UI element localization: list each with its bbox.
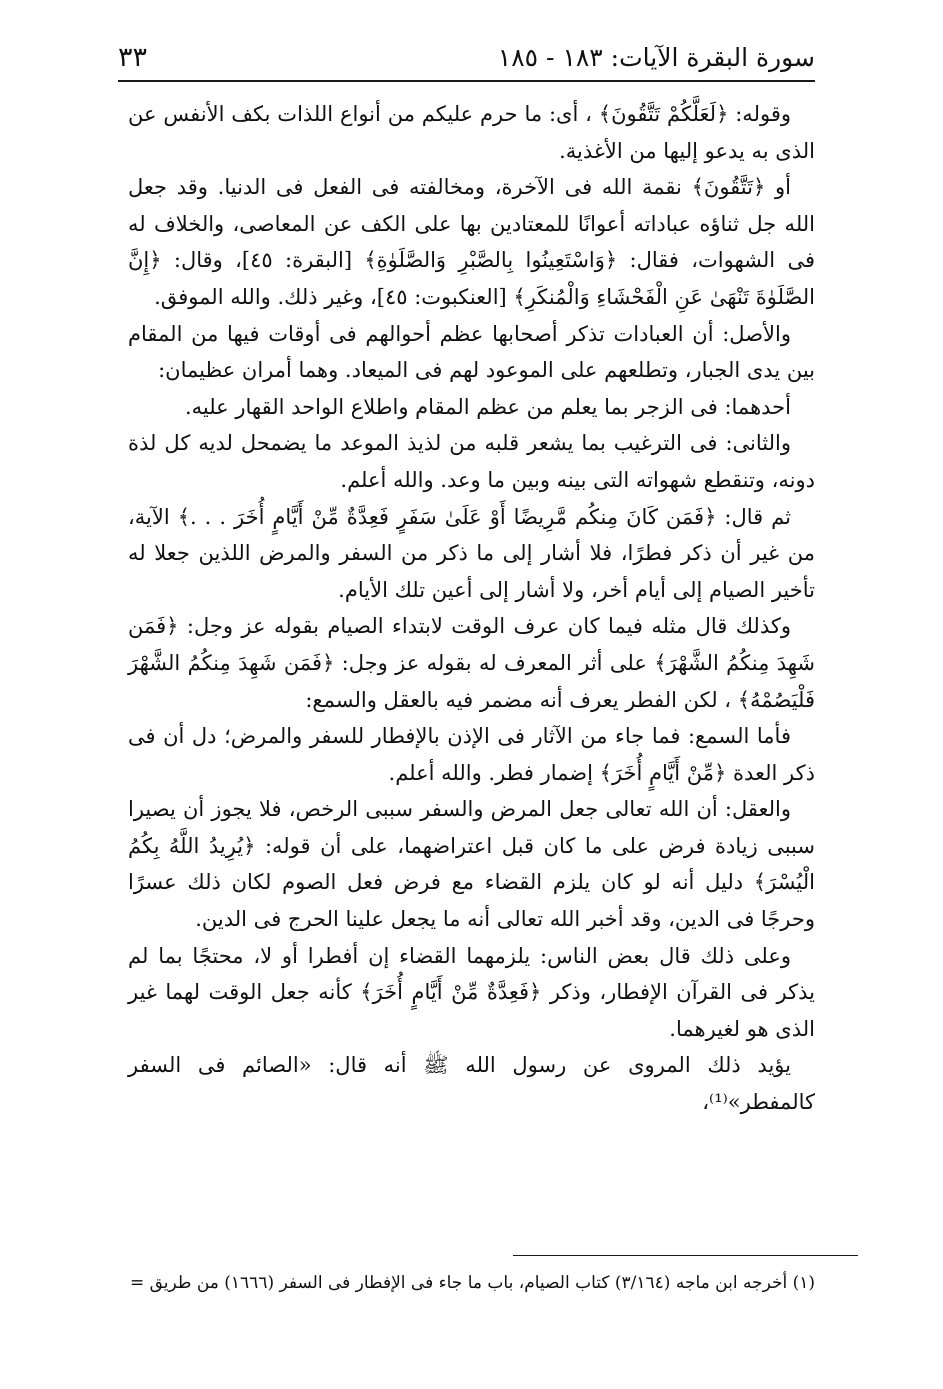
main-text: [128, 96, 815, 1121]
paragraph: أحدهما: فى الزجر بما يعلم من عظم المقام واطلاع الواحد القهار عليه.: [184, 394, 791, 419]
running-title: سورة البقرة الآيات: ١٨٣ - ١٨٥: [497, 43, 815, 72]
paragraph: والثانى: فى الترغيب بما يشعر قلبه من لذيذ الموعد ما يضمحل لديه كل لذة دونه، وتنقطع شهواته التى بينه وبين ما وعد. والله أعلم.: [128, 431, 815, 492]
paragraph: وعلى ذلك قال بعض الناس: يلزمهما القضاء إن أفطرا أو لا، محتجًا بما لم يذكر فى القرآن الإفطار، وذكر ﴿فَعِدَّةٌ مِّنْ أَيَّامٍ أُخَرَ﴾ كأنه جعل الوقت لهما غير الذى هو لغيرهما.: [128, 943, 815, 1041]
paragraph: وكذلك قال مثله فيما كان عرف الوقت لابتداء الصيام بقوله عز وجل: ﴿فَمَن شَهِدَ مِنكُمُ الشَّهْرَ﴾ على أثر المعرف له بقوله عز وجل: ﴿فَمَن شَهِدَ مِنكُمُ الشَّهْرَ فَلْيَصُمْهُ﴾ ، لكن الفطر يعرف أنه مضمر فيه بالعقل والسمع:: [128, 614, 815, 712]
paragraph: وقوله: ﴿لَعَلَّكُمْ تَتَّقُونَ﴾ ، أى: ما حرم عليكم من أنواع اللذات بكف الأنفس عن الذى به يدعو إليها من الأغذية.: [128, 102, 815, 163]
paragraph: ثم قال: ﴿فَمَن كَانَ مِنكُم مَّرِيضًا أَوْ عَلَىٰ سَفَرٍ فَعِدَّةٌ مِّنْ أَيَّامٍ أُخَرَ . . .﴾ الآية، من غير أن ذكر فطرًا، فلا أشار إلى ما ذكر من السفر والمرض اللذين جعلا له تأخير الصيام إلى أيام أخر، ولا أشار إلى أعين تلك الأيام.: [128, 504, 815, 602]
paragraph: أو ﴿تَتَّقُونَ﴾ نقمة الله فى الآخرة، ومخالفته فى الفعل فى الدنيا. وقد جعل الله جل ثناؤه عباداته أعوانًا للمعتادين بها على الكف عن المعاصى، والخلاف له فى الشهوات، فقال: ﴿وَاسْتَعِينُوا بِالصَّبْرِ وَالصَّلَوٰةِ﴾ [البقرة: ٤٥]، وقال: ﴿إِنَّ الصَّلَوٰةَ تَنْهَىٰ عَنِ الْفَحْشَاءِ وَالْمُنكَرِ﴾ [العنكبوت: ٤٥]، وغير ذلك. والله الموفق.: [128, 175, 816, 309]
header-rule: [118, 80, 815, 82]
footnote: (١) أخرجه ابن ماجه (٣/١٦٤) كتاب الصيام، باب ما جاء فى الإفطار فى السفر (١٦٦٦) من طريق =: [129, 1273, 815, 1293]
page-header: [118, 34, 815, 74]
page-number: ٣٣: [118, 42, 148, 73]
paragraph: والأصل: أن العبادات تذكر أصحابها عظم أحوالهم فى أوقات فيها من المقام بين يدى الجبار، وتطلعهم على الموعود لهم فى الميعاد. وهما أمران عظيمان:: [128, 321, 815, 383]
paragraph: والعقل: أن الله تعالى جعل المرض والسفر سببى الرخص، فلا يجوز أن يصيرا سببى زيادة فرض على ما كان قبل اعتراضهما، على أن قوله: ﴿يُرِيدُ اللَّهُ بِكُمُ الْيُسْرَ﴾ دليل أنه لو كان يلزم القضاء مع فرض فعل الصوم لكان ذلك عسرًا وحرجًا فى الدين، وقد أخبر الله تعالى أنه ما يجعل علينا الحرج فى الدين.: [128, 797, 815, 932]
paragraph: فأما السمع: فما جاء من الآثار فى الإذن بالإفطار للسفر والمرض؛ دل أن فى ذكر العدة ﴿مِّنْ أَيَّامٍ أُخَرَ﴾ إضمار فطر. والله أعلم.: [128, 724, 815, 785]
footnote-separator: [513, 1255, 858, 1256]
paragraph: يؤيد ذلك المروى عن رسول الله ﷺ أنه قال: «الصائم فى السفر كالمفطر»⁽¹⁾،: [128, 1053, 815, 1115]
